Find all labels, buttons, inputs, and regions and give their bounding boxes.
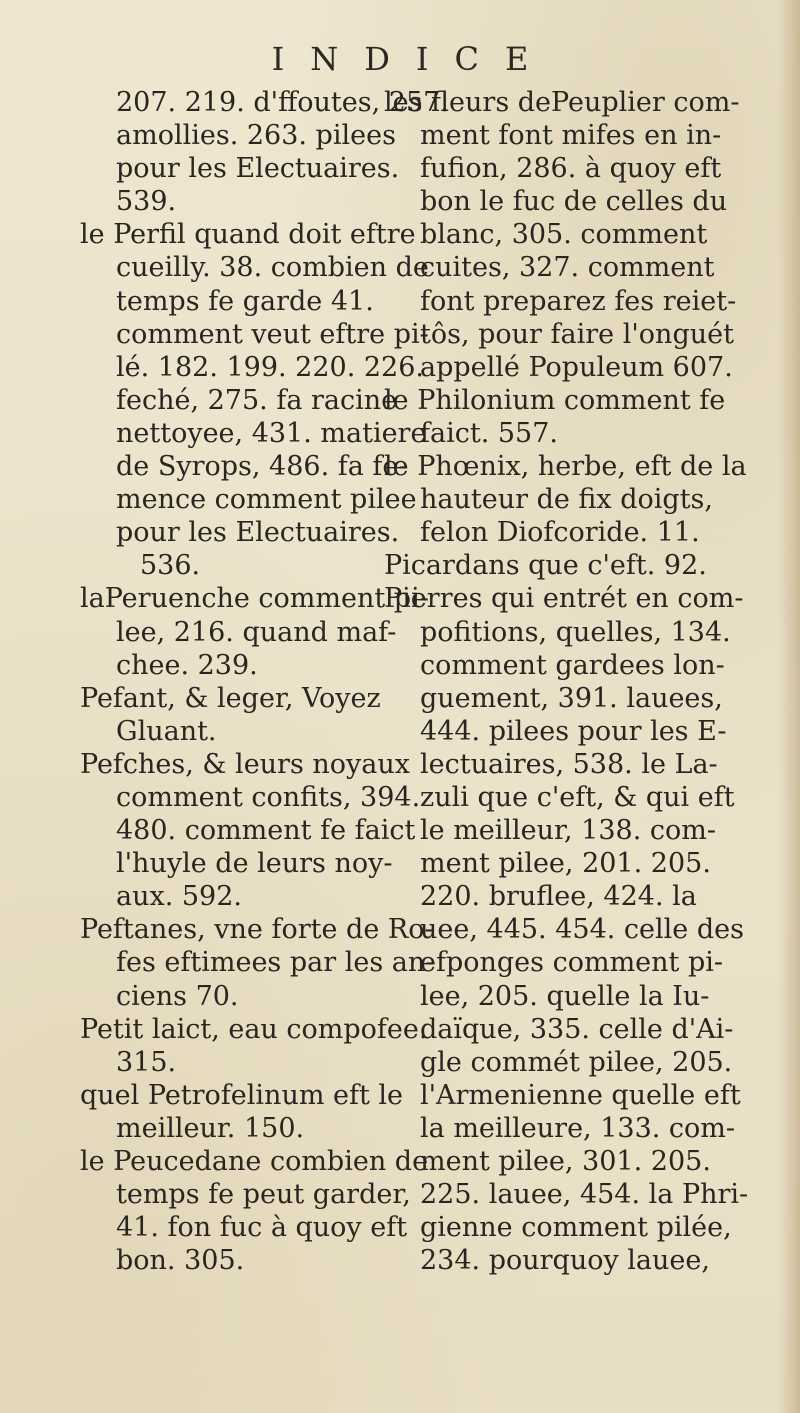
index-line: Peftanes, vne forte de Ro-	[80, 914, 434, 946]
index-line: bon le fuc de celles du	[420, 186, 728, 218]
index-line: mence comment pilee	[116, 484, 417, 516]
index-line: felon Diofcoride. 11.	[420, 517, 700, 549]
index-line: ment font mifes en in-	[420, 120, 722, 152]
index-line: l'huyle de leurs noy-	[116, 848, 393, 880]
index-line: ment pilee, 301. 205.	[420, 1146, 711, 1177]
index-line: pofitions, quelles, 134.	[420, 616, 731, 648]
index-line: 315.	[116, 1046, 177, 1078]
index-line: faict. 557.	[420, 417, 558, 449]
index-line: chee. 239.	[116, 649, 258, 681]
index-column-left	[80, 86, 449, 1277]
index-line: le Perfil quand doit eftre	[80, 219, 416, 251]
index-line: 41. fon fuc à quoy eft	[116, 1212, 408, 1244]
index-line: tôs, pour faire l'onguét	[420, 318, 734, 350]
index-line: uee, 445. 454. celle des	[420, 914, 744, 946]
index-line: bon. 305.	[116, 1245, 245, 1277]
index-line: appellé Populeum 607.	[420, 351, 733, 383]
index-line: Pefant, & leger, Voyez	[80, 682, 381, 714]
index-column-right	[384, 86, 796, 1277]
running-head: INDICE	[271, 40, 555, 78]
index-line: cueilly. 38. combien de	[116, 252, 429, 284]
index-line: fes eftimees par les an-	[116, 947, 435, 979]
index-line: guement, 391. lauees,	[420, 682, 723, 714]
index-line: pour les Electuaires.	[116, 517, 400, 549]
index-line: Pefches, & leurs noyaux	[80, 748, 411, 780]
index-line: les fleurs dePeuplier com-	[384, 87, 740, 118]
index-line: 480. comment fe faict	[116, 815, 416, 847]
index-line: 225. lauee, 454. la Phri-	[420, 1179, 749, 1211]
index-line: nettoyee, 431. matiere	[116, 417, 427, 449]
index-line: amollies. 263. pilees	[116, 120, 396, 152]
index-line: efponges comment pi-	[420, 947, 724, 979]
index-line: Picardans que c'eft. 92.	[384, 550, 707, 582]
index-line: le Peucedane combien de	[80, 1146, 429, 1177]
index-line: zuli que c'eft, & qui eft	[420, 781, 735, 813]
index-line: feché, 275. fa racine	[116, 384, 398, 416]
index-line: Gluant.	[116, 715, 217, 747]
index-line: laPeruenche comment pi-	[80, 583, 429, 615]
index-line: le Philonium comment fe	[384, 384, 726, 416]
index-line: blanc, 305. comment	[420, 219, 708, 251]
index-line: lee, 216. quand maf-	[116, 616, 397, 648]
index-line: 220. bruflee, 424. la	[420, 881, 697, 913]
index-line: 539.	[116, 186, 177, 218]
index-line: 234. pourquoy lauee,	[420, 1245, 710, 1277]
index-line: comment gardees lon-	[420, 649, 725, 681]
index-line: ciens 70.	[116, 980, 239, 1012]
index-line: comment confits, 394.	[116, 781, 421, 813]
index-line: ment pilee, 201. 205.	[420, 848, 711, 880]
index-line: de Syrops, 486. fa fe-	[116, 451, 408, 483]
index-line: gle commét pilee, 205.	[420, 1046, 733, 1078]
index-line: lé. 182. 199. 220. 226.	[116, 351, 424, 383]
index-line: meilleur. 150.	[116, 1112, 305, 1144]
index-line: daïque, 335. celle d'Ai-	[420, 1013, 734, 1045]
index-line: hauteur de fix doigts,	[420, 484, 713, 516]
index-line: fufion, 286. à quoy eft	[420, 153, 722, 185]
index-line: cuites, 327. comment	[420, 252, 715, 284]
index-line: 207. 219. d'ffoutes, 257.	[116, 87, 449, 118]
index-line: l'Armenienne quelle eft	[420, 1079, 741, 1111]
index-line: lectuaires, 538. le La-	[420, 748, 718, 780]
index-line: Petit laict, eau compofee.	[80, 1013, 428, 1045]
index-line: la meilleure, 133. com-	[420, 1112, 736, 1144]
index-line: font preparez fes reiet-	[420, 285, 737, 317]
index-line: 444. pilees pour les E-	[420, 715, 727, 747]
index-line: temps fe garde 41.	[116, 285, 374, 317]
index-line: aux. 592.	[116, 881, 242, 913]
index-line: Pierres qui entrét en com-	[384, 583, 744, 615]
index-line: temps fe peut garder,	[116, 1179, 411, 1211]
index-line: quel Petrofelinum eft le	[80, 1079, 404, 1111]
index-line: gienne comment pilée,	[420, 1212, 732, 1244]
index-line: lee, 205. quelle la Iu-	[420, 980, 710, 1012]
index-line: le meilleur, 138. com-	[420, 815, 716, 847]
index-line: 536.	[140, 550, 201, 582]
index-line: le Phœnix, herbe, eft de la	[384, 451, 747, 483]
index-line: pour les Electuaires.	[116, 153, 400, 185]
index-line: comment veut eftre pi-	[116, 318, 429, 350]
